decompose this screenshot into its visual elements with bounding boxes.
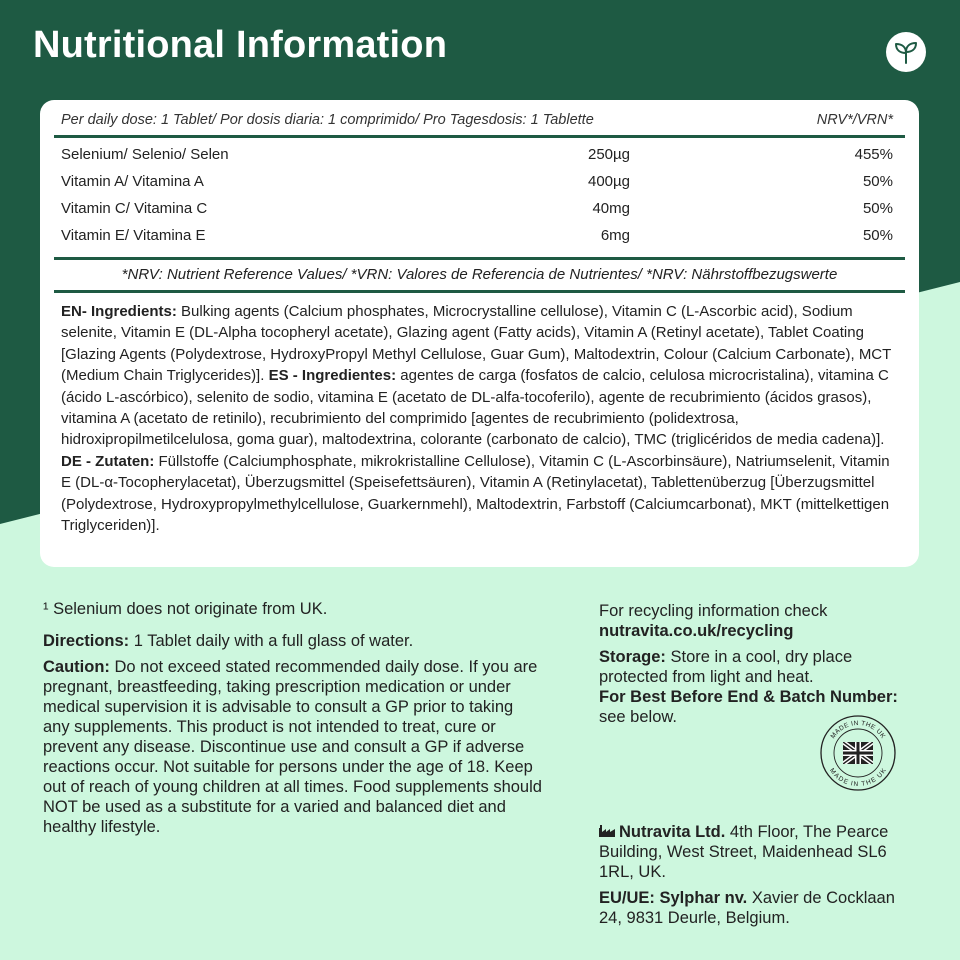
ingredients-es: agentes de carga (fosfatos de calcio, celulosa microcristalina), vitamina C (ácido L-ascórbico), selenito de sodio, vitamina E (acetato de DL-alfa-tocoferilo), agente de recubrimiento (ácidos grasos), vitamina A (acetato de retinilo), recubrimiento del comprimido [agentes de recubrimiento (polidextrosa, hidroxipropilmetilcelulosa, goma guar), maltodextrina, colorante (carbonato de calcio), TMC (triglicéridos de media cadena)]. — [61, 367, 889, 449]
directions — [43, 631, 543, 651]
leaf-sprout-icon — [893, 39, 919, 65]
nutrient-name: Vitamin A/ Vitamina A — [61, 173, 204, 190]
divider — [54, 257, 905, 260]
nutrient-name: Vitamin C/ Vitamina C — [61, 200, 208, 217]
nutrient-nrv: 50% — [862, 173, 893, 190]
recycling-link[interactable]: nutravita.co.uk/recycling — [599, 622, 794, 640]
svg-text:MADE IN THE UK — [830, 720, 887, 740]
manufacturer — [599, 822, 919, 882]
caution — [43, 657, 543, 837]
ingredients-de: Füllstoffe (Calciumphosphate, mikrokristalline Cellulose), Vitamin C (L-Ascorbinsäure), Natriumselenit, Vitamin E (DL-α-Tocopherylacetat), Überzugsmittel (Speisefettsäuren), Vitamin A (Retinylacetat), Tablettenüberzug [Überzugsmittel (Polydextrose, Hydroxypropylmethylcellulose, Guarkernmehl), Maltodextrin, Farbstoff (Calciumcarbonat), MKT (mittelkettigen Triglyceriden)]. — [61, 452, 890, 535]
factory-icon — [599, 825, 615, 837]
dose-header: Per daily dose: 1 Tablet/ Por dosis diaria: 1 comprimido/ Pro Tagesdosis: 1 Tablette — [61, 112, 594, 128]
table-row — [40, 227, 919, 253]
nutrient-amount: 40mg — [592, 200, 630, 217]
company-name: Nutravita Ltd. — [619, 823, 726, 841]
table-row — [40, 200, 919, 226]
ingredients-en: Bulking agents (Calcium phosphates, Microcrystalline cellulose), Vitamin C (L-Ascorbic acid), Sodium selenite, Vitamin E (DL-Alpha tocopheryl acetate), Glazing agent (Fatty acids), Vitamin A (Retinyl acetate), Tablet Coating [Glazing Agents (Polydextrose, HydroxyPropyl Methyl Cellulose, Guar Gum), Maltodextrin, Colour (Calcium Carbonate), MCT (Medium Chain Triglycerides)]. — [61, 303, 892, 385]
storage-label: Storage: — [599, 648, 666, 666]
table-row — [40, 173, 919, 199]
directions-label: Directions: — [43, 632, 130, 650]
best-before-text: see below. — [599, 708, 677, 726]
divider — [54, 135, 905, 138]
company-address: 4th Floor, The Pearce Building, West Street, Maidenhead SL6 1RL, UK. — [599, 823, 889, 881]
recycling-text: For recycling information check — [599, 602, 828, 620]
page-title: Nutritional Information — [33, 24, 448, 66]
origin-footnote: ¹ Selenium does not originate from UK. — [43, 600, 328, 618]
eu-representative — [599, 888, 919, 928]
nutrient-amount: 6mg — [600, 227, 630, 244]
nutrient-amount: 400µg — [587, 173, 630, 190]
caution-label: Caution: — [43, 658, 110, 676]
nutrition-card — [40, 100, 919, 567]
ingredients-label-de: DE - Zutaten: — [61, 452, 155, 470]
nutrient-name: Vitamin E/ Vitamina E — [61, 227, 206, 244]
nutrient-amount: 250µg — [587, 146, 630, 163]
best-before-label: For Best Before End & Batch Number: — [599, 688, 898, 706]
table-row — [40, 146, 919, 172]
nutrient-nrv: 50% — [862, 227, 893, 244]
nutrient-nrv: 455% — [854, 146, 893, 163]
divider — [54, 290, 905, 293]
seal-text-top: MADE IN THE UK — [829, 719, 887, 741]
storage-text: Store in a cool, dry place protected from light and heat. — [599, 648, 853, 686]
nutrient-name: Selenium/ Selenio/ Selen — [61, 146, 229, 163]
eu-label: EU/UE: Sylphar nv. — [599, 889, 748, 907]
nrv-footnote: *NRV: Nutrient Reference Values/ *VRN: Valores de Referencia de Nutrientes/ *NRV: Nährstoffbezugswerte — [121, 266, 838, 283]
nutrient-nrv: 50% — [862, 200, 893, 217]
made-in-uk-seal — [819, 714, 897, 792]
ingredients-label-en: EN- Ingredients: — [61, 303, 177, 320]
ingredients-text — [61, 301, 897, 536]
storage — [599, 647, 919, 687]
caution-text: Do not exceed stated recommended daily dose. If you are pregnant, breastfeeding, taking prescription medication or under medical supervision it is advisable to consult a GP prior to taking any supplements. This product is not intended to treat, cure or prevent any disease. Discontinue use and consult a GP if adverse reactions occur. Not suitable for persons under the age of 18. Keep out of reach of young children at all times. Food supplements should NOT be used as a substitute for a varied and balanced diet and healthy lifestyle. — [43, 658, 542, 836]
directions-text: 1 Tablet daily with a full glass of water. — [129, 632, 414, 650]
usage-info — [43, 599, 543, 837]
seal-text-bottom: MADE IN THE UK — [828, 767, 889, 789]
eu-address: Xavier de Cocklaan 24, 9831 Deurle, Belgium. — [599, 889, 895, 927]
union-jack-icon — [843, 742, 873, 764]
ingredients-label-es: ES - Ingredientes: — [268, 367, 397, 385]
leaf-badge — [886, 32, 926, 72]
nrv-header: NRV*/VRN* — [816, 112, 893, 128]
svg-text:MADE IN THE UK — [828, 767, 888, 788]
